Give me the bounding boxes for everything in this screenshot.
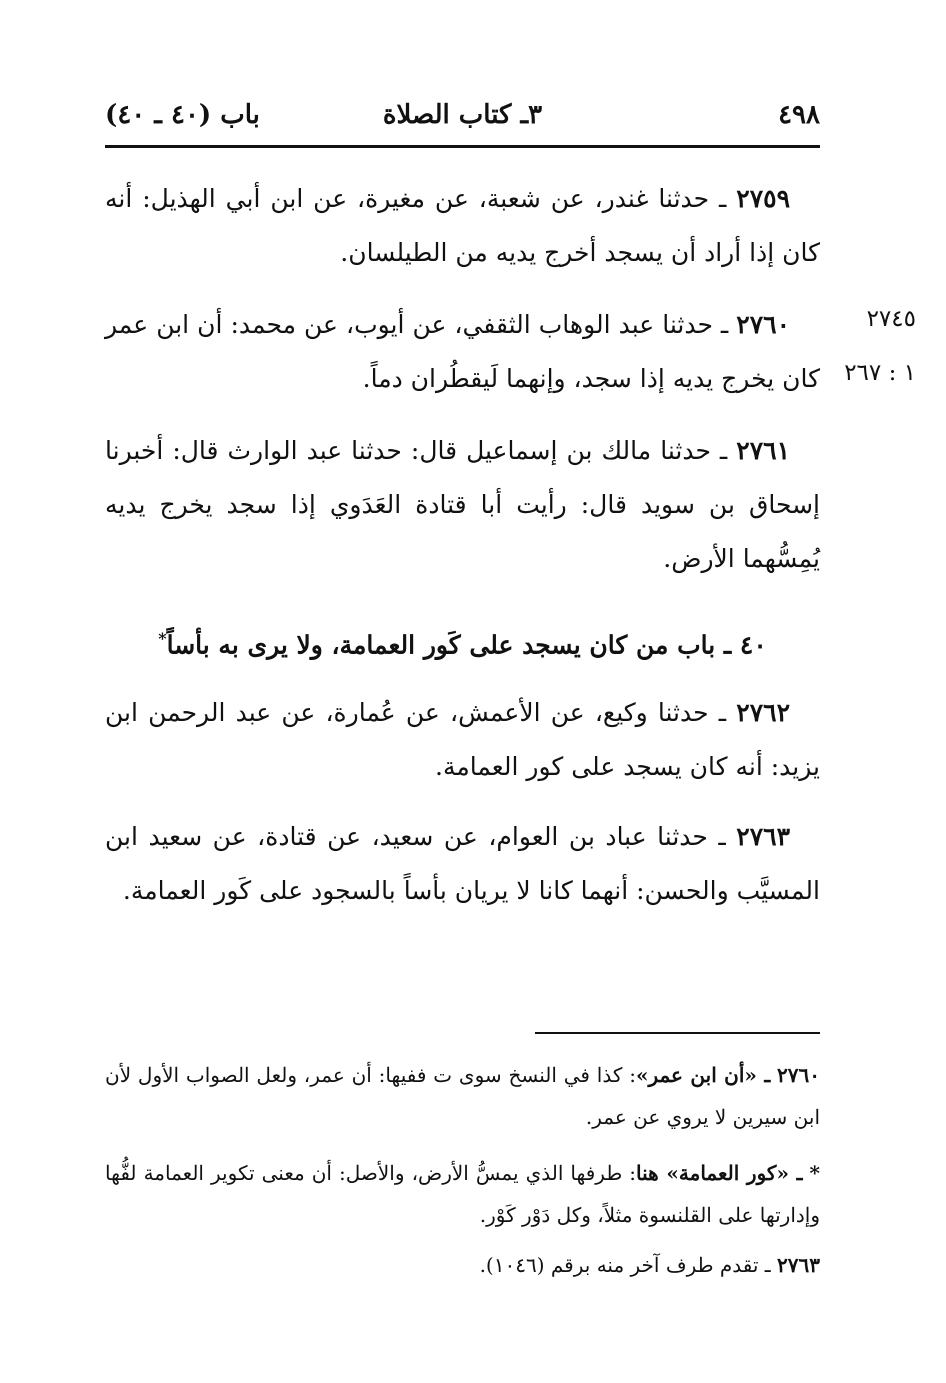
page-number: ٤٩٨ bbox=[778, 100, 820, 130]
hadith-number: ٢٧٦١ bbox=[736, 436, 790, 465]
hadith-text: ـ حدثنا وكيع، عن الأعمش، عن عُمارة، عن عبد الرحمن ابن يزيد: أنه كان يسجد على كور العمامة. bbox=[105, 698, 820, 781]
footnote-text: : كذا في النسخ سوى ت ففيها: أن عمر، ولعل الصواب الأول لأن ابن سيرين لا يروي عن عمر. bbox=[105, 1063, 820, 1129]
footnote-text: : طرفها الذي يمسُّ الأرض، والأصل: أن معنى تكوير العمامة لفُّها وإدارتها على القلنسوة مثلاً، وكل دَوْر كَوْر. bbox=[105, 1161, 820, 1227]
hadith-entry bbox=[105, 298, 820, 406]
hadith-number: ٢٧٦٠ bbox=[736, 310, 790, 339]
hadith-text: ـ حدثنا عباد بن العوام، عن سعيد، عن قتادة، عن سعيد ابن المسيَّب والحسن: أنهما كانا لا يريان بأساً بالسجود على كَور العمامة. bbox=[105, 822, 820, 905]
footnote bbox=[105, 1244, 820, 1286]
footnote-label: ـ «كور العمامة» هنا bbox=[636, 1161, 803, 1185]
chapter-heading bbox=[105, 612, 820, 672]
hadith-entry bbox=[105, 424, 820, 586]
footnote-number: ٢٧٦٣ bbox=[777, 1253, 820, 1277]
margin-reference: ١ : ٢٦٧ bbox=[844, 360, 916, 386]
hadith-number: ٢٧٦٣ bbox=[736, 822, 790, 851]
hadith-text: ـ حدثنا عبد الوهاب الثقفي، عن أيوب، عن محمد: أن ابن عمر كان يخرج يديه إذا سجد، وإنهما لَيقطُران دماً. bbox=[105, 310, 820, 393]
footnote-label: ـ «أن ابن عمر» bbox=[635, 1063, 771, 1087]
book-title: ٣ـ كتاب الصلاة bbox=[382, 100, 543, 130]
header-rule bbox=[105, 145, 820, 148]
footnote bbox=[105, 1054, 820, 1138]
hadith-entry bbox=[105, 810, 820, 918]
chapter-heading-text: ٤٠ ـ باب من كان يسجد على كَور العمامة، ولا يرى به بأساً bbox=[166, 630, 767, 660]
footnote-number: ٢٧٦٠ bbox=[777, 1063, 821, 1087]
hadith-entry bbox=[105, 686, 820, 794]
margin-reference: ٢٧٤٥ bbox=[866, 306, 916, 332]
hadith-number: ٢٧٦٢ bbox=[736, 698, 791, 727]
page-header bbox=[105, 100, 820, 140]
hadith-number: ٢٧٥٩ bbox=[736, 184, 790, 213]
footnote-mark: * bbox=[158, 629, 167, 648]
footnote-text: ـ تقدم طرف آخر منه برقم (١٠٤٦). bbox=[479, 1253, 771, 1277]
hadith-text: ـ حدثنا مالك بن إسماعيل قال: حدثنا عبد الوارث قال: أخبرنا إسحاق بن سويد قال: رأيت أبا قتادة العَدَوي إذا سجد يخرج يديه يُمِسُّهما الأرض. bbox=[105, 436, 820, 573]
footnote-rule bbox=[535, 1032, 820, 1034]
footnote bbox=[105, 1152, 820, 1236]
footnote-number: * bbox=[809, 1161, 820, 1185]
hadith-entry bbox=[105, 172, 820, 280]
chapter-range: باب (٤٠ ـ ٤٠) bbox=[105, 100, 260, 130]
hadith-text: ـ حدثنا غندر، عن شعبة، عن مغيرة، عن ابن أبي الهذيل: أنه كان إذا أراد أن يسجد أخرج يديه من الطيلسان. bbox=[105, 184, 820, 267]
